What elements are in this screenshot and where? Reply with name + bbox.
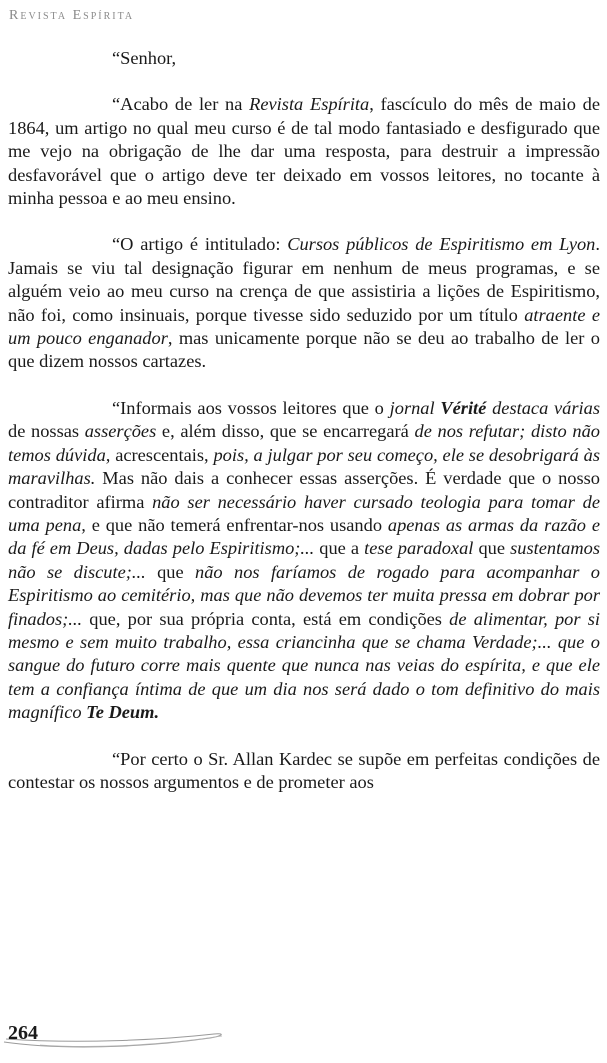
italic-run: asserções — [84, 421, 157, 442]
running-head: Revista Espírita — [9, 8, 135, 23]
italic-run: Revista Espírita — [249, 94, 370, 115]
text-run: e que não temerá enfrentar-nos usando — [85, 514, 388, 535]
italic-run: não ser necessário haver cursado teologia para tomar de uma pena, — [8, 491, 600, 535]
paragraph-2 — [8, 233, 600, 373]
page-body — [8, 47, 600, 794]
italic-run: não nos faríamos de rogado para acompanhar o Espiritismo ao cemitério, mas que não devemos ter muita pressa em dobrar por finados;... — [8, 561, 600, 629]
text-run: , fascículo do mês de maio de 1864, um artigo no qual meu curso é de tal modo fantasiado e desfigurado que me vejo na obrigação de lhe dar uma resposta, para destruir a impressão desfavorável que o artigo deve ter deixado em vossos leitores, no tocante à minha pessoa e ao meu ensino. — [8, 94, 600, 209]
paragraph-salutation — [8, 47, 600, 70]
bold-italic-run: Vérité — [440, 397, 487, 418]
text-run: que a — [314, 538, 365, 559]
paragraph-4 — [8, 748, 600, 795]
italic-run: destaca várias — [486, 397, 600, 418]
italic-run: de nos refutar; disto não temos dúvida, — [8, 421, 600, 465]
italic-run: atraente e um pouco enganador — [8, 304, 600, 349]
paragraph-3 — [8, 397, 600, 725]
page-number: 264 — [8, 1022, 38, 1044]
text-run: acrescentais, — [110, 444, 214, 465]
text-run: que — [473, 538, 511, 559]
text-run: de nossas — [8, 421, 85, 442]
text-run: . Jamais se viu tal designação figurar em nenhum de meus programas, e se alguém veio ao meu curso na crença de que assistiria a lições de Espiritismo, não foi, como insinuais, porque tivesse sido seduzido por um título — [8, 234, 600, 325]
text-run: “Por certo o Sr. Allan Kardec se supõe em perfeitas condições de contestar os nossos argumentos e de prometer aos — [8, 748, 600, 792]
text-run: que — [145, 561, 196, 582]
italic-run: pois, a julgar por seu começo, ele se desobrigará às maravilhas. — [8, 444, 601, 489]
italic-run: Cursos públicos de Espiritismo em Lyon — [287, 234, 596, 255]
italic-run: de alimentar, por si mesmo e sem muito trabalho, essa criancinha que se chama Verdade;... que o sangue do futuro corre mais quente que nunca nas veias do espírita, e que ele tem a confiança íntima de que um dia nos será dado o tom definitivo do mais magnífico — [8, 608, 600, 723]
text-run: “Informais aos vossos leitores que o — [112, 397, 390, 418]
text-run: “Acabo de ler na — [112, 94, 250, 115]
text-run: “O artigo é intitulado: — [112, 234, 288, 255]
italic-run: sustentamos não se discute;... — [8, 538, 601, 582]
text-run: Mas não dais a conhecer essas asserções. É verdade que o nosso contraditor afirma — [8, 468, 600, 512]
text-run: , mas unicamente porque não se deu ao trabalho de ler o que dizem nossos cartazes. — [8, 328, 600, 372]
bold-italic-run: Te Deum. — [86, 702, 160, 723]
italic-run: jornal — [389, 397, 441, 418]
paragraph-1 — [8, 93, 600, 210]
italic-run: tese paradoxal — [364, 538, 474, 559]
italic-run: apenas as armas da razão e da fé em Deus, dadas pelo Espiritismo;... — [8, 514, 600, 559]
text-run: “Senhor, — [112, 48, 177, 68]
text-run: que, por sua própria conta, está em condições — [82, 608, 450, 629]
text-run: e, além disso, que se encarregará — [156, 421, 415, 442]
